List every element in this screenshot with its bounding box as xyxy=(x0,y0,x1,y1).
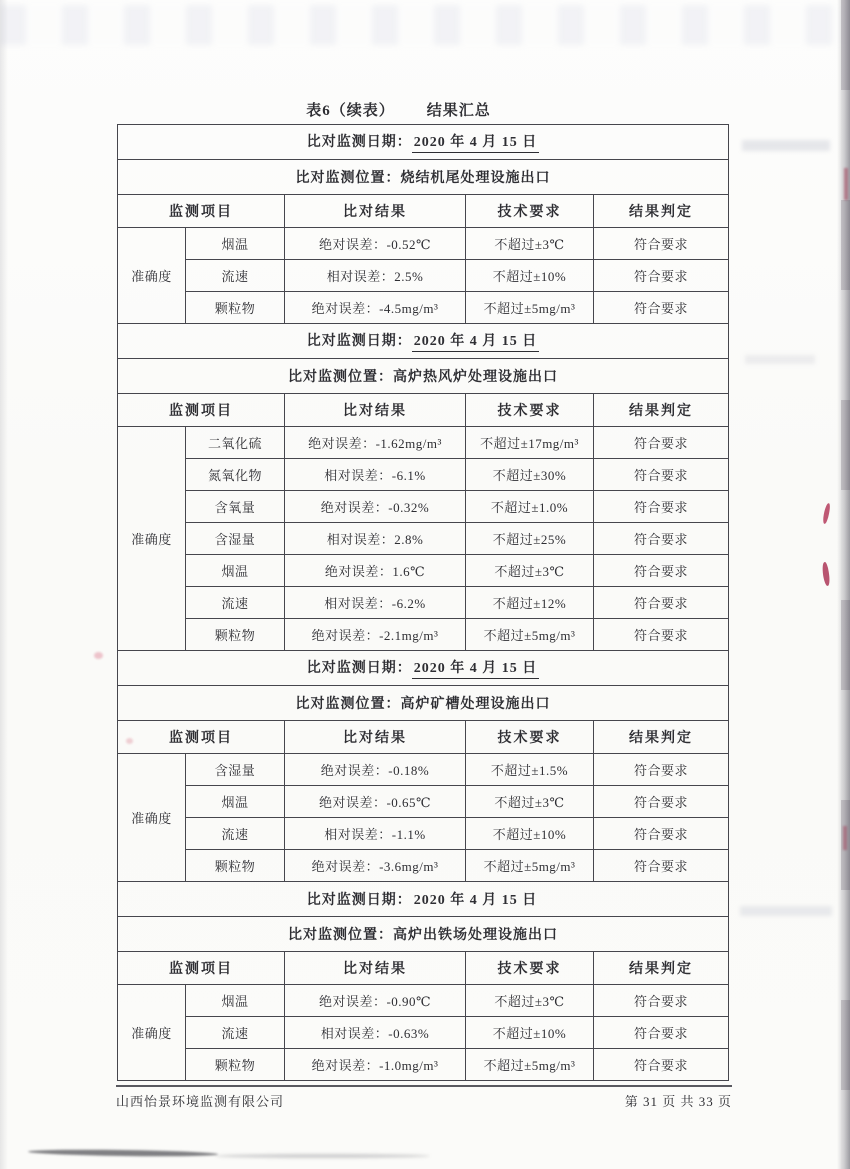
item-cell: 流速 xyxy=(186,587,285,619)
item-cell: 烟温 xyxy=(186,228,285,260)
location-label: 比对监测位置： xyxy=(295,171,401,186)
item-cell: 颗粒物 xyxy=(186,292,285,324)
table-number-label: 表6（续表） xyxy=(306,103,395,119)
bleedthrough-mark xyxy=(745,355,815,364)
judgment-cell: 符合要求 xyxy=(594,491,729,523)
judgment-cell: 符合要求 xyxy=(594,228,729,260)
col-header-result: 比对结果 xyxy=(285,195,466,228)
table-row xyxy=(118,619,729,651)
table-row xyxy=(118,260,729,292)
table-section-2 xyxy=(118,324,729,651)
judgment-cell: 符合要求 xyxy=(594,523,729,555)
result-cell: 绝对误差：-0.18% xyxy=(285,754,466,786)
col-header-item: 监测项目 xyxy=(118,952,285,985)
table-row xyxy=(118,587,729,619)
col-header-result: 比对结果 xyxy=(285,952,466,985)
requirement-cell: 不超过±5mg/m³ xyxy=(466,1049,594,1081)
requirement-cell: 不超过±3℃ xyxy=(466,786,594,818)
group-cell-accuracy: 准确度 xyxy=(118,985,186,1081)
item-cell: 烟温 xyxy=(186,985,285,1017)
col-header-item: 监测项目 xyxy=(118,195,285,228)
item-cell: 颗粒物 xyxy=(186,850,285,882)
result-cell: 绝对误差：-0.65℃ xyxy=(285,786,466,818)
result-cell: 绝对误差：-1.0mg/m³ xyxy=(285,1049,466,1081)
col-header-item: 监测项目 xyxy=(118,394,285,427)
judgment-cell: 符合要求 xyxy=(594,587,729,619)
red-ink-mark xyxy=(821,562,830,587)
item-cell: 烟温 xyxy=(186,555,285,587)
col-header-requirement: 技术要求 xyxy=(466,394,594,427)
item-cell: 含湿量 xyxy=(186,754,285,786)
requirement-cell: 不超过±12% xyxy=(466,587,594,619)
date-value: 2020 年 4 月 15 日 xyxy=(412,657,540,679)
date-label: 比对监测日期： xyxy=(306,135,412,150)
col-header-judgment: 结果判定 xyxy=(594,721,729,754)
judgment-cell: 符合要求 xyxy=(594,985,729,1017)
scan-noise-band xyxy=(0,5,850,45)
table-row xyxy=(118,1017,729,1049)
col-header-requirement: 技术要求 xyxy=(466,195,594,228)
judgment-cell: 符合要求 xyxy=(594,818,729,850)
judgment-cell: 符合要求 xyxy=(594,260,729,292)
group-cell-accuracy: 准确度 xyxy=(118,754,186,882)
location-row xyxy=(118,160,729,195)
judgment-cell: 符合要求 xyxy=(594,1017,729,1049)
result-cell: 绝对误差：-3.6mg/m³ xyxy=(285,850,466,882)
requirement-cell: 不超过±3℃ xyxy=(466,555,594,587)
table-section-3 xyxy=(118,651,729,882)
location-row xyxy=(118,359,729,394)
requirement-cell: 不超过±3℃ xyxy=(466,985,594,1017)
location-label: 比对监测位置： xyxy=(295,697,401,712)
table-row xyxy=(118,1049,729,1081)
date-label: 比对监测日期： xyxy=(306,661,412,676)
date-value: 2020 年 4 月 15 日 xyxy=(413,893,538,908)
date-value: 2020 年 4 月 15 日 xyxy=(412,330,540,352)
location-value: 烧结机尾处理设施出口 xyxy=(400,171,551,186)
table-row xyxy=(118,228,729,260)
judgment-cell: 符合要求 xyxy=(594,1049,729,1081)
result-cell: 绝对误差：-0.90℃ xyxy=(285,985,466,1017)
page-footer xyxy=(116,1091,732,1110)
result-cell: 相对误差：-1.1% xyxy=(285,818,466,850)
item-cell: 颗粒物 xyxy=(186,1049,285,1081)
result-cell: 相对误差：-0.63% xyxy=(285,1017,466,1049)
table-row xyxy=(118,850,729,882)
judgment-cell: 符合要求 xyxy=(594,459,729,491)
location-label: 比对监测位置： xyxy=(288,928,393,943)
col-header-judgment: 结果判定 xyxy=(594,394,729,427)
group-cell-accuracy: 准确度 xyxy=(118,427,186,651)
col-header-result: 比对结果 xyxy=(285,394,466,427)
item-cell: 氮氧化物 xyxy=(186,459,285,491)
table-row xyxy=(118,555,729,587)
result-cell: 绝对误差：-0.32% xyxy=(285,491,466,523)
table-row xyxy=(118,459,729,491)
requirement-cell: 不超过±10% xyxy=(466,1017,594,1049)
table-section-4 xyxy=(118,882,729,1081)
result-cell: 相对误差：2.5% xyxy=(285,260,466,292)
footer-divider xyxy=(116,1085,732,1087)
requirement-cell: 不超过±1.0% xyxy=(466,491,594,523)
col-header-result: 比对结果 xyxy=(285,721,466,754)
table-row xyxy=(118,427,729,459)
judgment-cell: 符合要求 xyxy=(594,754,729,786)
requirement-cell: 不超过±25% xyxy=(466,523,594,555)
table-row xyxy=(118,985,729,1017)
location-row xyxy=(118,686,729,721)
footer-page-number: 第 31 页 共 33 页 xyxy=(624,1094,732,1109)
table-row xyxy=(118,491,729,523)
result-cell: 相对误差：-6.2% xyxy=(285,587,466,619)
pink-smudge xyxy=(126,738,133,744)
table-row xyxy=(118,818,729,850)
col-header-judgment: 结果判定 xyxy=(594,195,729,228)
group-cell-accuracy: 准确度 xyxy=(118,228,186,324)
item-cell: 颗粒物 xyxy=(186,619,285,651)
requirement-cell: 不超过±5mg/m³ xyxy=(466,292,594,324)
requirement-cell: 不超过±1.5% xyxy=(466,754,594,786)
requirement-cell: 不超过±30% xyxy=(466,459,594,491)
location-value: 高炉矿槽处理设施出口 xyxy=(400,697,551,712)
scan-bottom-smudge-light xyxy=(215,1154,430,1158)
red-ink-mark xyxy=(844,168,848,200)
scan-bottom-smudge xyxy=(28,1149,218,1158)
footer-company-name: 山西怡景环境监测有限公司 xyxy=(116,1094,285,1109)
requirement-cell: 不超过±5mg/m³ xyxy=(466,850,594,882)
bleedthrough-mark xyxy=(742,140,830,151)
judgment-cell: 符合要求 xyxy=(594,786,729,818)
result-cell: 绝对误差：-1.62mg/m³ xyxy=(285,427,466,459)
date-row xyxy=(118,324,729,359)
col-header-requirement: 技术要求 xyxy=(466,721,594,754)
date-label: 比对监测日期： xyxy=(306,893,412,908)
red-ink-mark xyxy=(822,503,831,525)
table-row xyxy=(118,292,729,324)
col-header-item: 监测项目 xyxy=(118,721,285,754)
result-cell: 绝对误差：-4.5mg/m³ xyxy=(285,292,466,324)
judgment-cell: 符合要求 xyxy=(594,850,729,882)
item-cell: 流速 xyxy=(186,1017,285,1049)
col-header-requirement: 技术要求 xyxy=(466,952,594,985)
result-cell: 绝对误差：-0.52℃ xyxy=(285,228,466,260)
location-value: 高炉出铁场处理设施出口 xyxy=(393,928,558,943)
page-title xyxy=(93,99,704,120)
item-cell: 含氧量 xyxy=(186,491,285,523)
result-cell: 绝对误差：-2.1mg/m³ xyxy=(285,619,466,651)
location-label: 比对监测位置： xyxy=(288,370,393,385)
date-row xyxy=(118,125,729,160)
table-title-label: 结果汇总 xyxy=(426,103,491,119)
item-cell: 流速 xyxy=(186,818,285,850)
pink-smudge xyxy=(94,652,103,659)
result-cell: 绝对误差：1.6℃ xyxy=(285,555,466,587)
date-label: 比对监测日期： xyxy=(306,334,412,349)
table-row xyxy=(118,786,729,818)
requirement-cell: 不超过±10% xyxy=(466,818,594,850)
judgment-cell: 符合要求 xyxy=(594,619,729,651)
judgment-cell: 符合要求 xyxy=(594,292,729,324)
results-summary-table xyxy=(117,124,729,1081)
table-row xyxy=(118,754,729,786)
item-cell: 烟温 xyxy=(186,786,285,818)
result-cell: 相对误差：2.8% xyxy=(285,523,466,555)
red-ink-mark xyxy=(843,826,847,850)
result-cell: 相对误差：-6.1% xyxy=(285,459,466,491)
judgment-cell: 符合要求 xyxy=(594,555,729,587)
judgment-cell: 符合要求 xyxy=(594,427,729,459)
location-row xyxy=(118,917,729,952)
scan-edge-left-shadow xyxy=(0,0,8,1169)
location-value: 高炉热风炉处理设施出口 xyxy=(393,370,558,385)
requirement-cell: 不超过±3℃ xyxy=(466,228,594,260)
col-header-judgment: 结果判定 xyxy=(594,952,729,985)
requirement-cell: 不超过±5mg/m³ xyxy=(466,619,594,651)
requirement-cell: 不超过±17mg/m³ xyxy=(466,427,594,459)
bleedthrough-mark xyxy=(740,906,832,916)
item-cell: 含湿量 xyxy=(186,523,285,555)
table-section-1 xyxy=(118,125,729,324)
item-cell: 流速 xyxy=(186,260,285,292)
date-row xyxy=(118,882,729,917)
date-value: 2020 年 4 月 15 日 xyxy=(412,131,540,153)
date-row xyxy=(118,651,729,686)
requirement-cell: 不超过±10% xyxy=(466,260,594,292)
table-row xyxy=(118,523,729,555)
item-cell: 二氧化硫 xyxy=(186,427,285,459)
